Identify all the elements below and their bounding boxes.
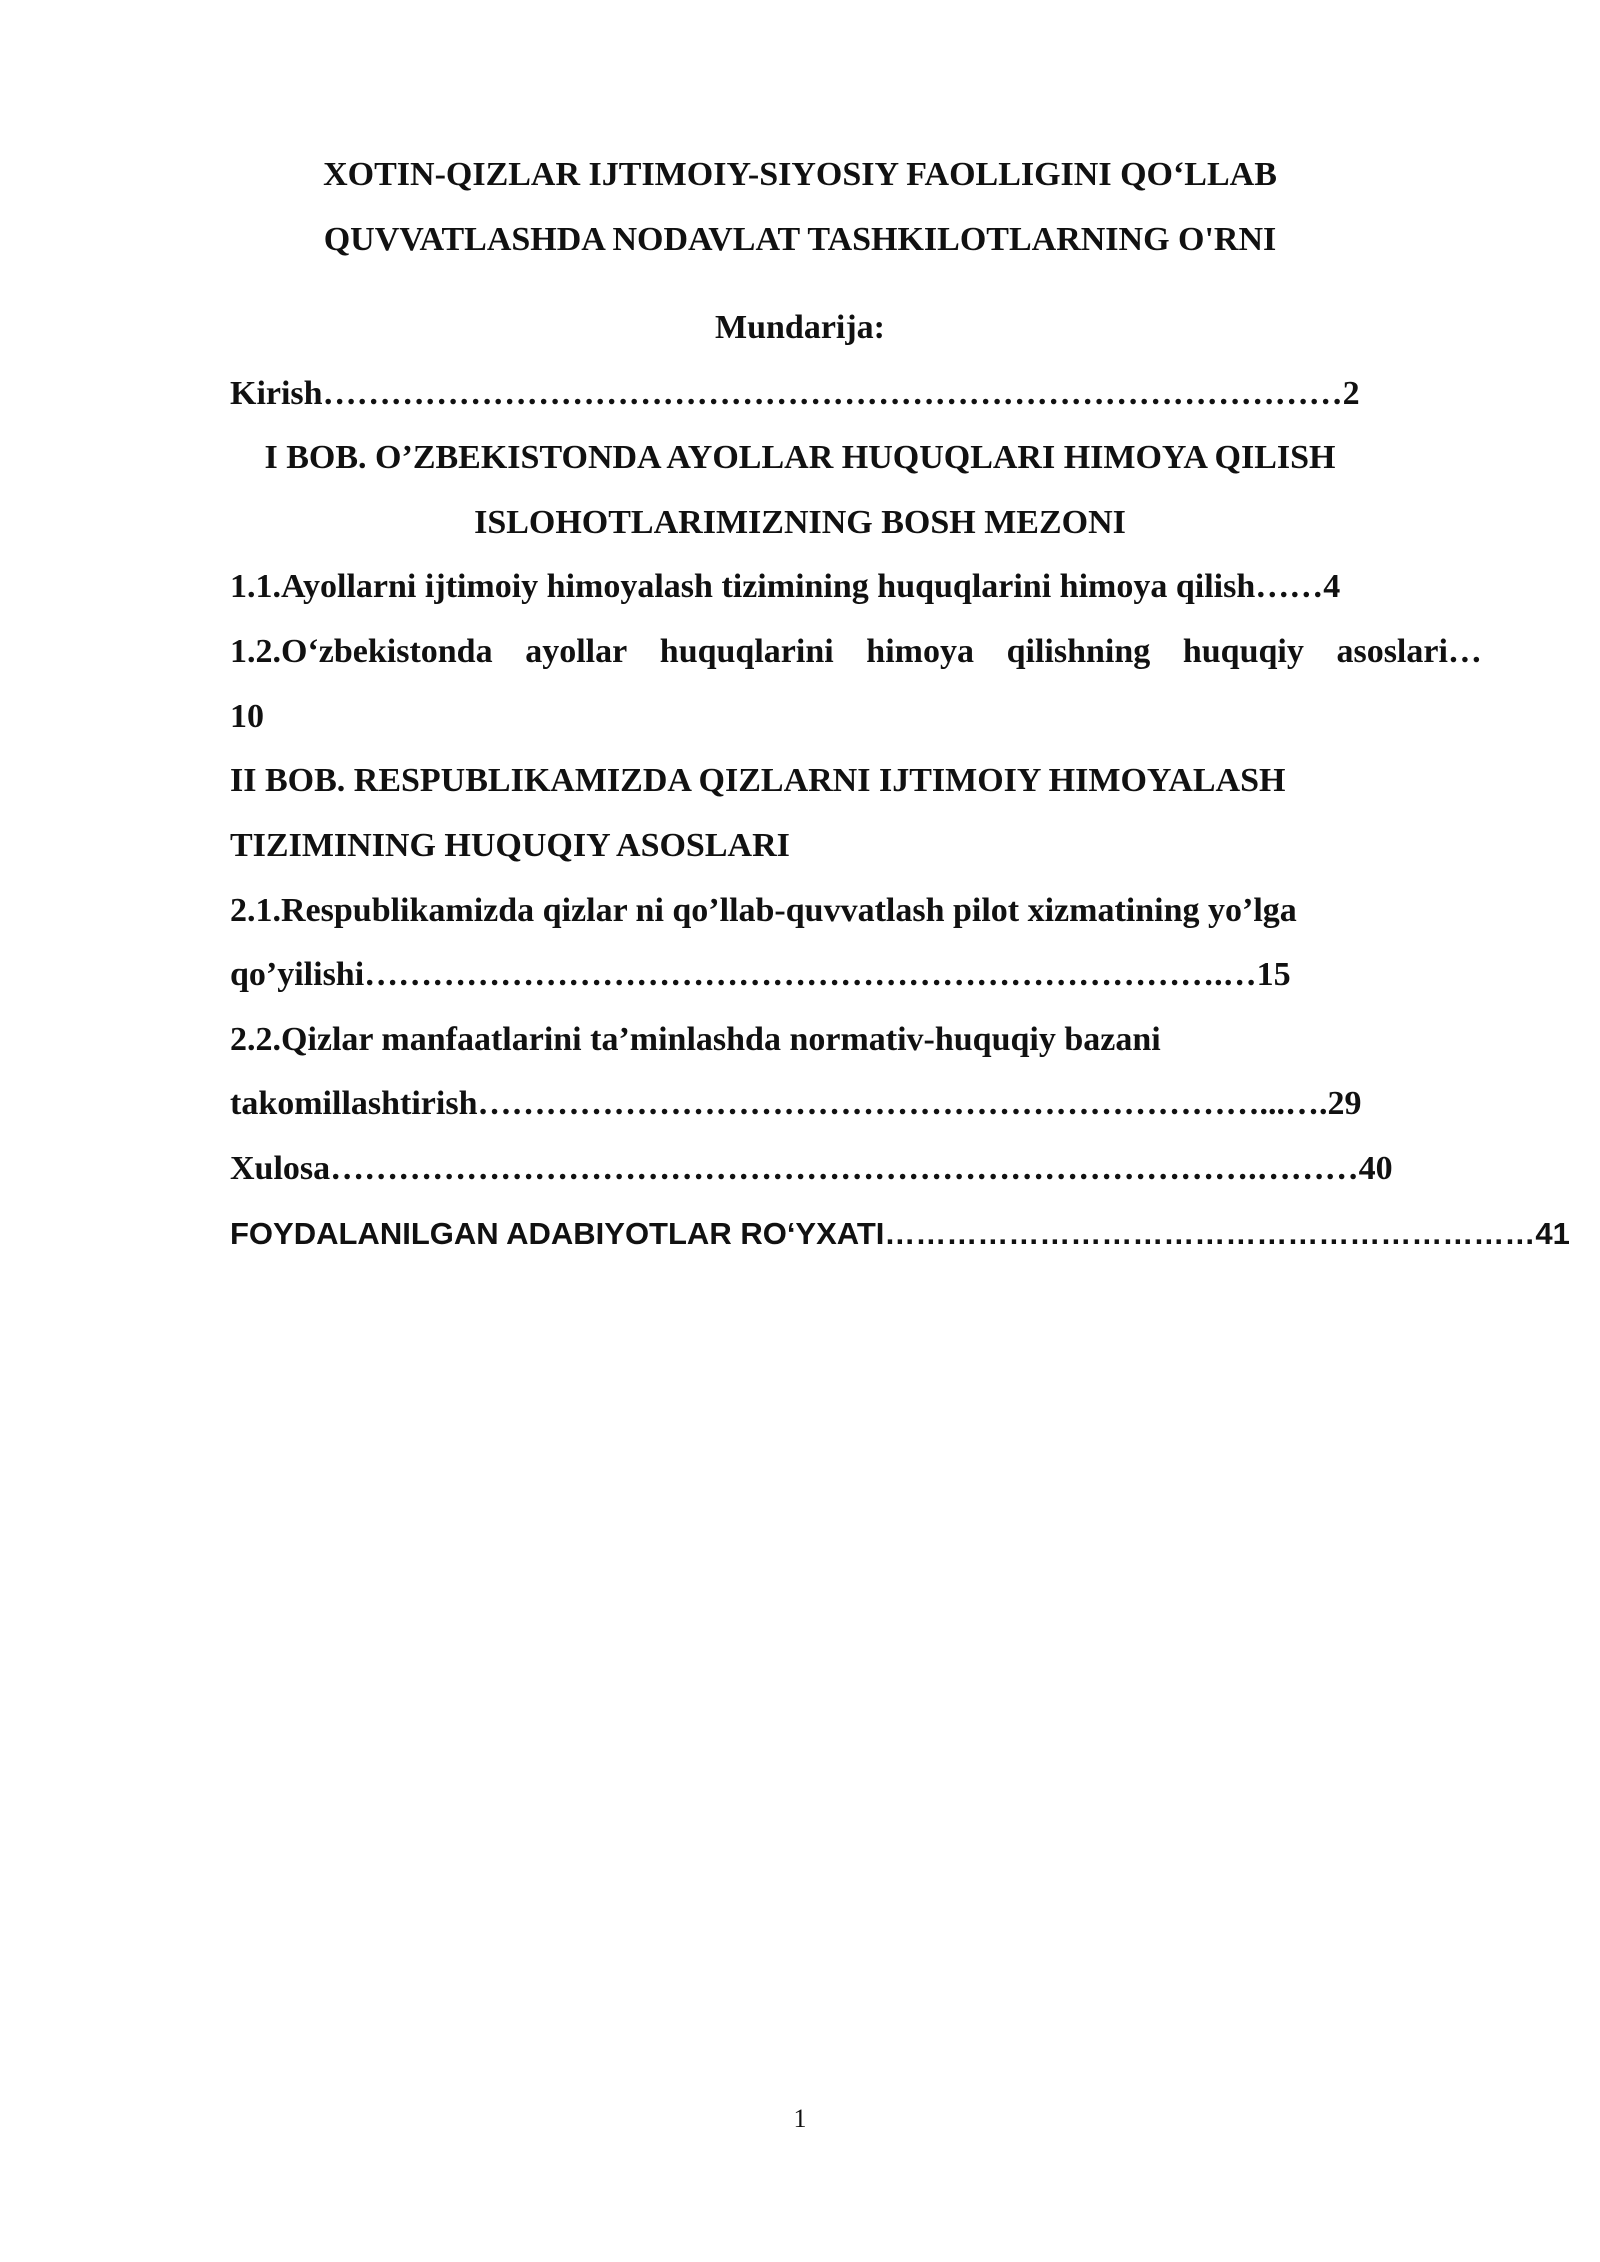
toc-entry-2-2-line-1: 2.2.Qizlar manfaatlarini ta’minlashda normativ-huquqiy bazani <box>230 1021 1161 1058</box>
toc-entry-1-2-word: huquqlarini <box>659 633 834 670</box>
toc-chapter-2-line-1: II BOB. RESPUBLIKAMIZDA QIZLARNI IJTIMOIY HIMOYALASH <box>230 762 1286 799</box>
toc-entry-2-2-line-2: takomillashtirish……………………………………………………………...….29 <box>230 1085 1362 1122</box>
toc-chapter-1-line-1: I BOB. O’ZBEKISTONDA AYOLLAR HUQUQLARI HIMOYA QILISH <box>264 439 1336 476</box>
document-title-line-2: QUVVATLASHDA NODAVLAT TASHKILOTLARNING O'RNI <box>323 221 1277 258</box>
toc-entry-references: FOYDALANILGAN ADABIYOTLAR RO‘YXATI………………………………………………………41 <box>230 1216 1570 1251</box>
toc-entry-1-1: 1.1.Ayollarni ijtimoiy himoyalash tizimining huquqlarini himoya qilish……4 <box>230 568 1341 605</box>
toc-entry-1-2-word: ayollar <box>525 633 628 670</box>
toc-entry-1-2-word: qilishning <box>1006 633 1151 670</box>
toc-entry-1-2-word: huquqiy <box>1182 633 1304 670</box>
document-title-line-1: XOTIN-QIZLAR IJTIMOIY-SIYOSIY FAOLLIGINI QO‘LLAB <box>323 156 1277 193</box>
toc-entry-1-2-word: himoya <box>866 633 974 670</box>
toc-entry-2-1-line-1: 2.1.Respublikamizda qizlar ni qo’llab-quvvatlash pilot xizmatining yo’lga <box>230 892 1297 929</box>
toc-chapter-2-line-2: TIZIMINING HUQUQIY ASOSLARI <box>230 827 790 864</box>
toc-chapter-1-line-2: ISLOHOTLARIMIZNING BOSH MEZONI <box>474 504 1126 541</box>
toc-entry-1-2-word: 1.2.O‘zbekistonda <box>230 633 493 670</box>
toc-entry-1-2-page: 10 <box>230 698 264 735</box>
toc-entry-1-2-word: asoslari… <box>1336 633 1482 670</box>
page-number: 1 <box>793 2104 807 2133</box>
toc-entry-2-1-line-2: qo’yilishi………………………………………………………………….…15 <box>230 956 1291 993</box>
toc-entry-intro: Kirish………………………………………………………………………………2 <box>230 375 1360 412</box>
toc-heading: Mundarija: <box>715 309 885 346</box>
toc-entry-conclusion: Xulosa……………………………………………………………………….………40 <box>230 1150 1393 1187</box>
toc-entry-1-2 <box>230 632 1482 672</box>
